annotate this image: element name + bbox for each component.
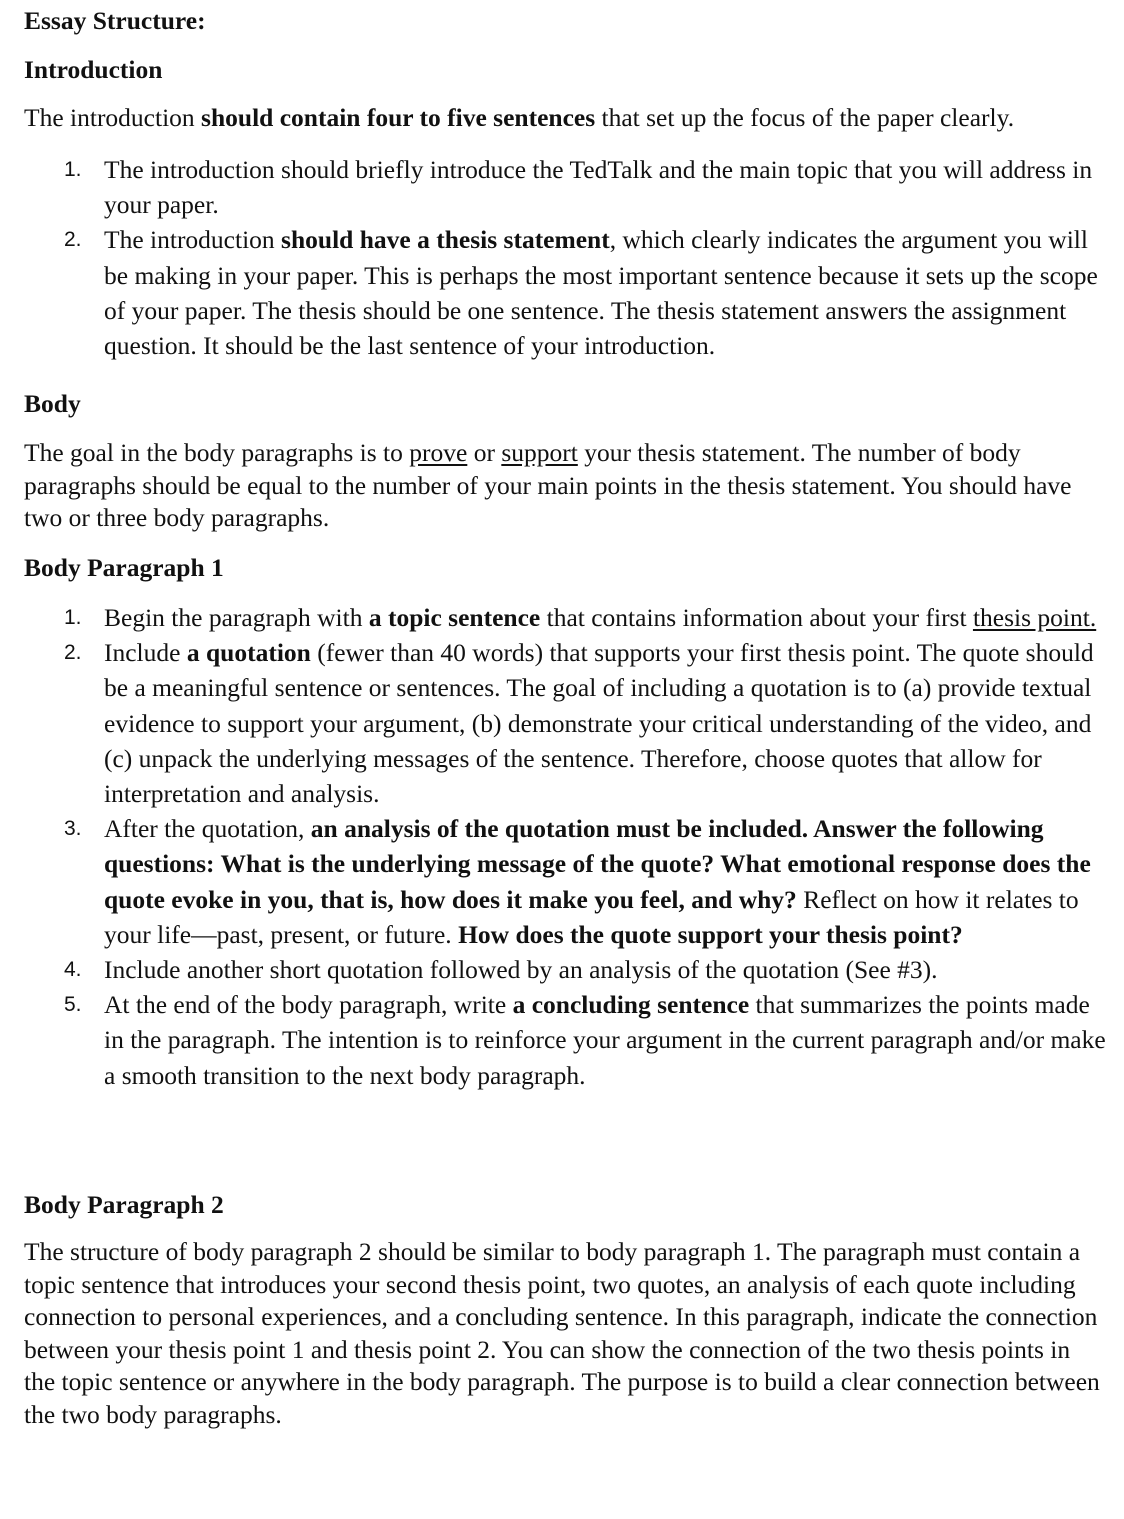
list-item [24,987,1114,1093]
list-item-text-end: , which clearly indicates the argument you will be making in your paper. This is perhaps the most important sentence because it sets up the scope of your paper. The thesis should be one sentence. The thesis statement answers the assignment question. It should be the last sentence of your introduction. [104,225,1098,361]
list-number: 4. [64,958,82,982]
list-item-bold: should have a thesis statement [281,225,610,255]
introduction-list [24,152,1114,363]
list-item-bold: an analysis of the quotation must be included. Answer the following questions: What is the underlying message of the quote? What emotional response does the quote evoke in you, that is, how does it make you feel, and why? [104,814,1091,914]
intro-lead-text-end: that set up the focus of the paper clearly. [595,103,1015,132]
intro-lead-text: The introduction [24,103,202,132]
list-item-text-end: (fewer than 40 words) that supports your first thesis point. The quote should be a meaningful sentence or sentences. The goal of including a quotation is to (a) provide textual evidence to support your argument, (b) demonstrate your critical understanding of the video, and (c) unpack the underlying messages of the sentence. Therefore, choose quotes that allow for interpretation and analysis. [104,638,1094,809]
list-item [24,222,1114,363]
body-paragraph [24,437,1104,535]
body-paragraph-2-heading: Body Paragraph 2 [24,1190,224,1219]
introduction-lead-paragraph [24,102,1014,135]
list-item-text: The introduction should briefly introduce the TedTalk and the main topic that you will address in your paper. [104,155,1093,220]
introduction-heading: Introduction [24,55,163,84]
list-item-text: Include another short quotation followed by an analysis of the quotation (See #3). [104,955,938,985]
body-text: The goal in the body paragraphs is to [24,438,410,467]
list-item-text-mid: Reflect on how it relates to your life—past, present, or future. [104,884,1079,949]
list-item-bold-end: How does the quote support your thesis point? [458,919,963,949]
list-item-text: Begin the paragraph with [104,603,369,632]
list-item-text: After the quotation, [104,814,311,844]
list-item-text-mid: that contains information about your first [540,603,973,632]
list-item [24,600,1114,635]
list-number: 1. [64,606,82,629]
underlined-word-support: support [501,438,578,467]
list-item [24,635,1114,811]
list-number: 3. [64,817,82,841]
underlined-word-prove: prove [409,438,468,467]
list-item-bold: a concluding sentence [512,990,750,1020]
list-item [24,152,1114,222]
list-item [24,811,1114,952]
list-item-underlined: thesis point. [972,603,1097,632]
body-paragraph-1-heading: Body Paragraph 1 [24,553,224,582]
document-title: Essay Structure: [24,6,206,35]
list-item-text: At the end of the body paragraph, write [104,990,513,1020]
list-number: 2. [64,228,82,252]
list-item-text: The introduction [104,225,282,255]
body-heading: Body [24,389,81,418]
intro-lead-bold: should contain four to five sentences [201,103,596,132]
body-text-end: your thesis statement. The number of body paragraphs should be equal to the number of your main points in the thesis statement. You should have two or three body paragraphs. [24,438,1072,532]
list-item-text: Include [104,638,187,668]
list-item-text-end: that summarizes the points made in the paragraph. The intention is to reinforce your argument in the current paragraph and/or make a smooth transition to the next body paragraph. [104,990,1106,1090]
body-paragraph-1-list [24,600,1114,1093]
body-text-mid: or [467,438,502,467]
list-number: 1. [64,158,82,181]
body-paragraph-2-text: The structure of body paragraph 2 should be similar to body paragraph 1. The paragraph must contain a topic sentence that introduces your second thesis point, two quotes, an analysis of each quote including connection to personal experiences, and a concluding sentence. In this paragraph, indicate the connection between your thesis point 1 and thesis point 2. You can show the connection of the two thesis points in the topic sentence or anywhere in the body paragraph. The purpose is to build a clear connection between the two body paragraphs. [24,1237,1100,1429]
list-number: 2. [64,641,82,665]
list-item-bold: a quotation [186,638,311,668]
list-item-bold: a topic sentence [368,603,541,632]
list-item [24,952,1114,987]
list-number: 5. [64,993,82,1017]
